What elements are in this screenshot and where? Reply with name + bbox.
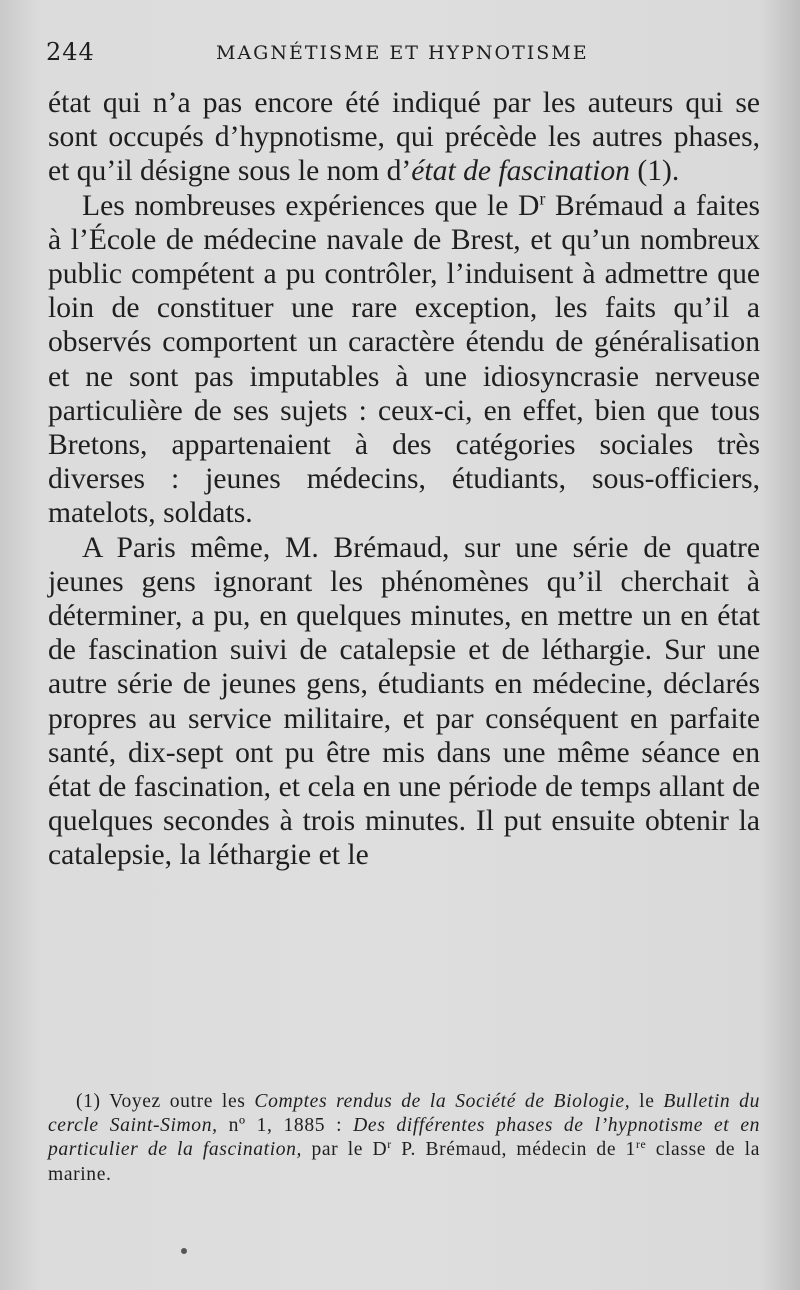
footnote-paragraph [48, 1090, 760, 1187]
paragraph-2 [48, 189, 760, 531]
paragraph-1 [48, 86, 760, 189]
text-run: (1) Voyez outre les [76, 1091, 255, 1112]
running-head: MAGNÉTISME ET HYPNOTISME [216, 42, 589, 64]
text-run: (1). [629, 155, 680, 188]
emphasis-text: Des différentes phases de l’hypnotisme et en particulier de la fascination, [48, 1115, 761, 1161]
text-run: Brémaud a faites à l’École de médecine navale de Brest, et qu’un nombreux public compétent a pu contrôler, l’induisent à admettre que loin de constituer une rare exception, les faits qu’il a observés comportent un caractère étendu de généralisation et ne sont pas imputables à une idiosyncrasie nerveuse particulière de ses sujets : ceux-ci, en effet, bien que tous Bretons, appartenaient à des catégories sociales très diverses : jeunes médecins, étudiants, sous-officiers, matelots, soldats. [48, 189, 760, 530]
superscript: re [635, 1138, 647, 1152]
ink-speck [181, 1248, 187, 1254]
text-run: classe de la marine. [48, 1139, 761, 1185]
text-run: état qui n’a pas encore été indiqué par les auteurs qui se sont occupés d’hypnotisme, qui précède les autres phases, et qu’il désigne sous le nom d’ [48, 87, 760, 188]
text-run: P. Brémaud, médecin de 1 [391, 1139, 636, 1161]
page-header [46, 38, 754, 70]
footnote [48, 1090, 760, 1187]
text-run: nº 1, 1885 : [217, 1115, 354, 1137]
superscript: r [387, 1138, 392, 1152]
paragraph-3: A Paris même, M. Brémaud, sur une série de quatre jeunes gens ignorant les phénomènes qu’il cherchait à déterminer, a pu, en quelques minutes, en mettre un en état de fascination suivi de catalepsie et de léthargie. Sur une autre série de jeunes gens, étudiants en médecine, déclarés propres au service militaire, et par conséquent en parfaite santé, dix-sept ont pu être mis dans une même séance en état de fascination, et cela en une période de temps allant de quelques secondes à trois minutes. Il put ensuite obtenir la catalepsie, la léthargie et le [48, 531, 760, 872]
emphasis-text: Bulletin du cercle Saint-Simon, [48, 1091, 760, 1137]
text-run: le [630, 1091, 664, 1112]
emphasis-text: Comptes rendus de la Société de Biologie, [254, 1091, 631, 1112]
page-number: 244 [46, 38, 95, 66]
superscript: r [539, 187, 546, 208]
text-run: Les nombreuses expériences que le D [82, 189, 540, 222]
body-text [48, 86, 760, 873]
emphasis-text: état de fascination [411, 155, 630, 188]
text-run: par le D [302, 1139, 388, 1161]
